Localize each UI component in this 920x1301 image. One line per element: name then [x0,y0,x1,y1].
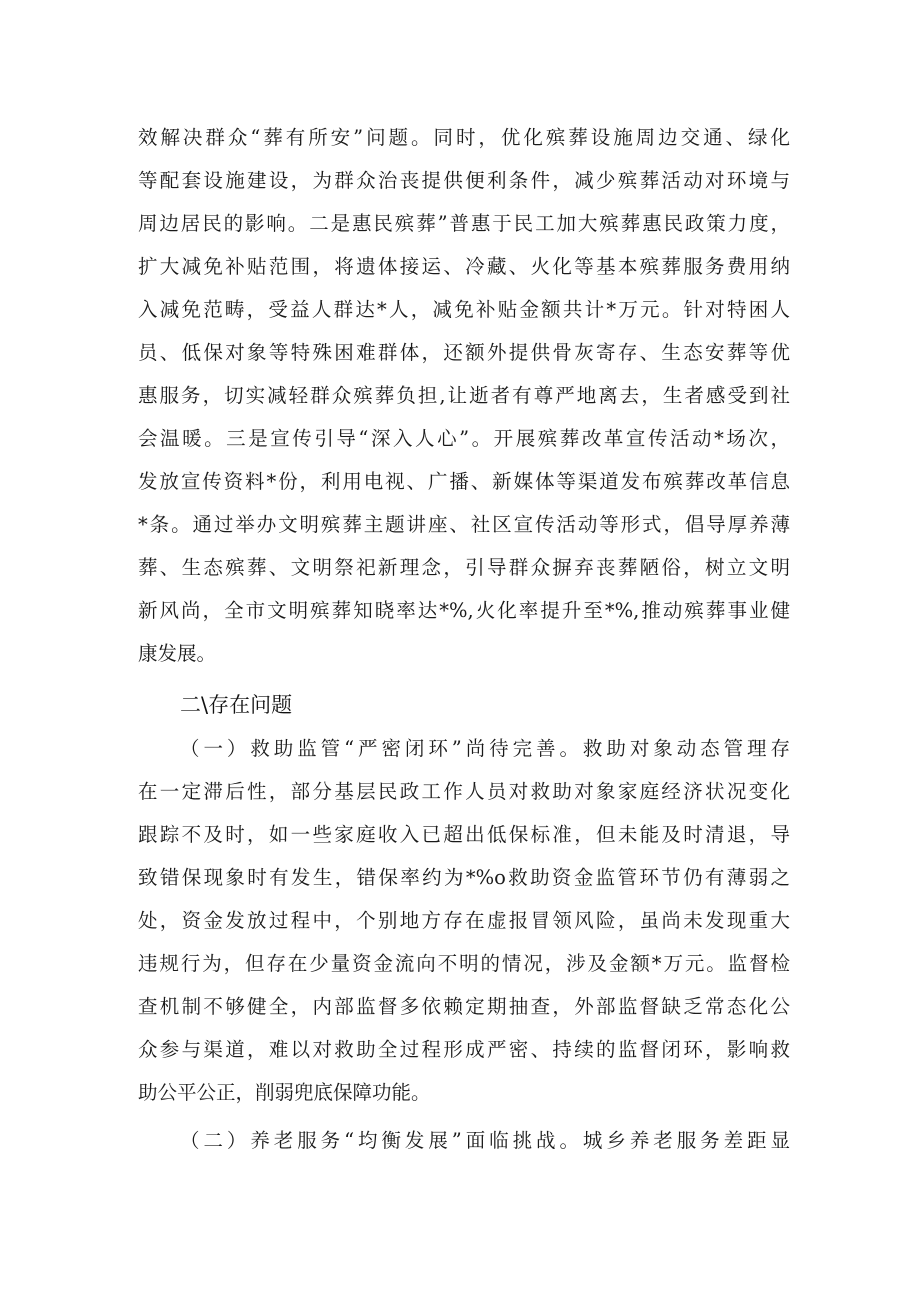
paragraph-line: 员、低保对象等特殊困难群体，还额外提供骨灰寄存、生态安葬等优 [138,341,790,364]
paragraph-line: 周边居民的影响。二是惠民殡葬”普惠于民工加大殡葬惠民政策力度， [138,212,790,235]
paragraph-line: （一）救助监管“严密闭环”尚待完善。救助对象动态管理存 [180,737,790,760]
paragraph-line: 违规行为，但存在少量资金流向不明的情况，涉及金额*万元。监督检 [138,952,790,975]
paragraph-line: 跟踪不及时，如一些家庭收入已超出低保标准，但未能及时清退，导 [138,823,790,846]
section-heading: 二\存在问题 [180,693,293,717]
paragraph-line: 在一定滞后性，部分基层民政工作人员对救助对象家庭经济状况变化 [138,780,790,803]
paragraph-line: *条。通过举办文明殡葬主题讲座、社区宣传活动等形式，倡导厚养薄 [138,513,790,536]
paragraph-line: 新风尚，全市文明殡葬知晓率达*%,火化率提升至*%,推动殡葬事业健 [138,599,790,622]
paragraph-line: 扩大减免补贴范围，将遗体接运、冷藏、火化等基本殡葬服务费用纳 [138,255,790,278]
paragraph-line: 惠服务，切实减轻群众殡葬负担,让逝者有尊严地离去，生者感受到社 [138,384,790,407]
paragraph-line: 效解决群众“葬有所安”问题。同时，优化殡葬设施周边交通、绿化 [138,126,790,149]
paragraph-line: 发放宣传资料*份，利用电视、广播、新媒体等渠道发布殡葬改革信息 [138,470,790,493]
paragraph-line: 致错保现象时有发生，错保率约为*%o救助资金监管环节仍有薄弱之 [138,866,790,889]
paragraph-line: 葬、生态殡葬、文明祭祀新理念，引导群众摒弃丧葬陋俗，树立文明 [138,556,790,579]
paragraph-line: （二）养老服务“均衡发展”面临挑战。城乡养老服务差距显 [180,1129,790,1152]
paragraph-line: 查机制不够健全，内部监督多依赖定期抽查，外部监督缺乏常态化公 [138,995,790,1018]
paragraph-line: 处，资金发放过程中，个别地方存在虚报冒领风险，虽尚未发现重大 [138,909,790,932]
paragraph-line: 众参与渠道，难以对救助全过程形成严密、持续的监督闭环，影响救 [138,1038,790,1061]
paragraph-line: 会温暖。三是宣传引导“深入人心”。开展殡葬改革宣传活动*场次， [138,427,790,450]
paragraph-line: 助公平公正，削弱兜底保障功能。 [138,1081,431,1104]
paragraph-line: 等配套设施建设，为群众治丧提供便利条件，减少殡葬活动对环境与 [138,169,790,192]
paragraph-line: 入减免范畴，受益人群达*人，减免补贴金额共计*万元。针对特困人 [138,298,790,321]
paragraph-line: 康发展。 [138,642,217,665]
